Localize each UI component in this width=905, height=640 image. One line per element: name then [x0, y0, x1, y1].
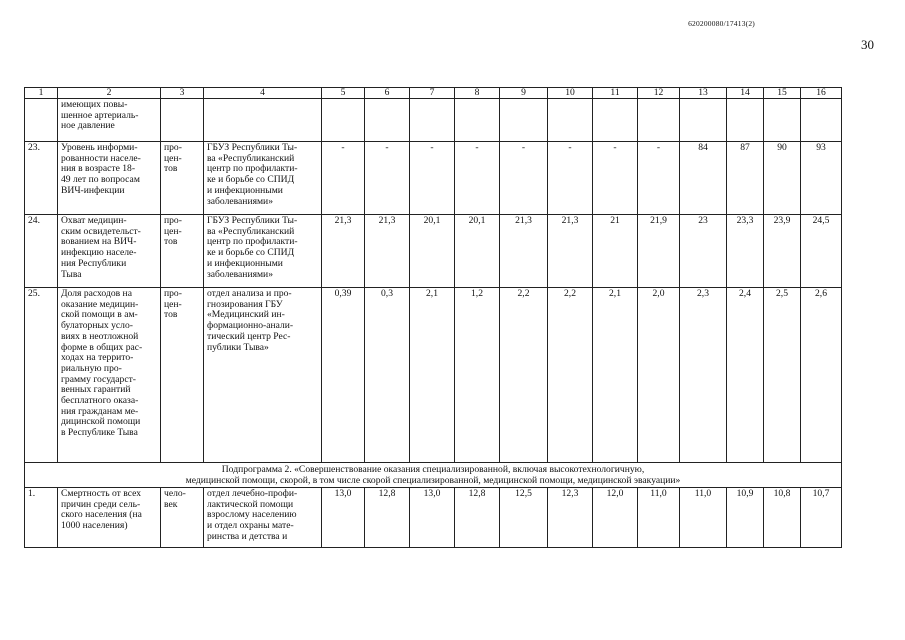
responsible-cell: ГБУЗ Республики Ты- ва «Республиканский центр по профилакти- ке и борьбе со СПИД и инфекционными заболеваниями» [204, 215, 322, 288]
value-cell: 1,2 [455, 288, 500, 463]
value-cell: 93 [801, 142, 842, 215]
unit-cell: про- цен- тов [161, 288, 204, 463]
value-cell: 2,5 [764, 288, 801, 463]
column-number-cell: 13 [680, 88, 727, 99]
value-cell [500, 99, 548, 142]
table-row [25, 488, 842, 548]
value-cell [727, 99, 764, 142]
indicator-name-cell: имеющих повы- шенное артериаль- ное давление [58, 99, 161, 142]
unit-cell: чело- век [161, 488, 204, 548]
row-number-cell: 25. [25, 288, 58, 463]
row-number-cell: 24. [25, 215, 58, 288]
table-row [25, 99, 842, 142]
responsible-cell: отдел анализа и про- гнозирования ГБУ «Медицинский ин- формационно-анали- тический центр Рес- публики Тыва» [204, 288, 322, 463]
column-number-cell: 15 [764, 88, 801, 99]
table-row [25, 288, 842, 463]
value-cell: 13,0 [410, 488, 455, 548]
row-number-cell: 1. [25, 488, 58, 548]
value-cell: 21,3 [365, 215, 410, 288]
value-cell: 10,9 [727, 488, 764, 548]
value-cell: 20,1 [455, 215, 500, 288]
value-cell: 21,9 [638, 215, 680, 288]
subprogram-title: Подпрограмма 2. «Совершенствование оказания специализированной, включая высокотехнологичную, медицинской помощи, скорой, в том числе скорой специализированной, медицинской помощи, медицинской эвакуации» [25, 463, 842, 488]
value-cell: 2,6 [801, 288, 842, 463]
value-cell: 21,3 [500, 215, 548, 288]
value-cell [365, 99, 410, 142]
value-cell: - [365, 142, 410, 215]
value-cell: - [455, 142, 500, 215]
value-cell: 0,39 [322, 288, 365, 463]
value-cell: 12,3 [548, 488, 593, 548]
value-cell: 21,3 [548, 215, 593, 288]
value-cell: 11,0 [638, 488, 680, 548]
value-cell: 2,4 [727, 288, 764, 463]
value-cell: 23 [680, 215, 727, 288]
table-row [25, 142, 842, 215]
value-cell: 2,0 [638, 288, 680, 463]
value-cell: 2,2 [548, 288, 593, 463]
table-row [25, 215, 842, 288]
value-cell: 2,2 [500, 288, 548, 463]
value-cell [764, 99, 801, 142]
value-cell: 21,3 [322, 215, 365, 288]
value-cell: - [410, 142, 455, 215]
value-cell: 87 [727, 142, 764, 215]
column-number-cell: 7 [410, 88, 455, 99]
value-cell: 24,5 [801, 215, 842, 288]
responsible-cell [204, 99, 322, 142]
column-number-cell: 1 [25, 88, 58, 99]
value-cell [680, 99, 727, 142]
column-number-cell: 11 [593, 88, 638, 99]
value-cell: - [500, 142, 548, 215]
value-cell: 13,0 [322, 488, 365, 548]
value-cell: - [548, 142, 593, 215]
unit-cell [161, 99, 204, 142]
unit-cell: про- цен- тов [161, 142, 204, 215]
column-number-cell: 10 [548, 88, 593, 99]
value-cell: 23,3 [727, 215, 764, 288]
value-cell: 10,8 [764, 488, 801, 548]
responsible-cell: ГБУЗ Республики Ты- ва «Республиканский центр по профилакти- ке и борьбе со СПИД и инфекционными заболеваниями» [204, 142, 322, 215]
table-header-row [25, 88, 842, 99]
value-cell: - [322, 142, 365, 215]
value-cell: 10,7 [801, 488, 842, 548]
indicator-name-cell: Доля расходов на оказание медицин- ской помощи в ам- булаторных усло- виях в неотложной форме в общих рас- ходах на террито- риальную про- грамму государст- венных гарантий бесплатного оказа- ния гражданам ме- дицинской помощи в Республике Тыва [58, 288, 161, 463]
indicator-name-cell: Уровень информи- рованности населе- ния в возрасте 18- 49 лет по вопросам ВИЧ-инфекции [58, 142, 161, 215]
value-cell [410, 99, 455, 142]
indicator-name-cell: Смертность от всех причин среди сель- ского населения (на 1000 населения) [58, 488, 161, 548]
responsible-cell: отдел лечебно-профи- лактической помощи взрослому населению и отдел охраны мате- ринства и детства и [204, 488, 322, 548]
value-cell: 2,3 [680, 288, 727, 463]
column-number-cell: 16 [801, 88, 842, 99]
subprogram-row [25, 463, 842, 488]
value-cell: 2,1 [410, 288, 455, 463]
document-id: 620200080/17413(2) [688, 19, 755, 28]
column-number-cell: 6 [365, 88, 410, 99]
value-cell [801, 99, 842, 142]
value-cell [593, 99, 638, 142]
value-cell: 12,8 [455, 488, 500, 548]
value-cell [455, 99, 500, 142]
value-cell: 0,3 [365, 288, 410, 463]
value-cell: 12,5 [500, 488, 548, 548]
row-number-cell: 23. [25, 142, 58, 215]
column-number-cell: 8 [455, 88, 500, 99]
column-number-cell: 3 [161, 88, 204, 99]
value-cell: 11,0 [680, 488, 727, 548]
column-number-cell: 12 [638, 88, 680, 99]
column-number-cell: 5 [322, 88, 365, 99]
page-number: 30 [861, 37, 874, 52]
value-cell: 23,9 [764, 215, 801, 288]
value-cell [548, 99, 593, 142]
value-cell: 90 [764, 142, 801, 215]
value-cell: 12,0 [593, 488, 638, 548]
value-cell: 21 [593, 215, 638, 288]
value-cell: 2,1 [593, 288, 638, 463]
unit-cell: про- цен- тов [161, 215, 204, 288]
row-number-cell [25, 99, 58, 142]
column-number-cell: 2 [58, 88, 161, 99]
value-cell [322, 99, 365, 142]
value-cell: - [638, 142, 680, 215]
indicator-name-cell: Охват медицин- ским освидетельст- вованием на ВИЧ- инфекцию населе- ния Республики Тыва [58, 215, 161, 288]
indicators-table [24, 87, 842, 548]
column-number-cell: 4 [204, 88, 322, 99]
value-cell: 84 [680, 142, 727, 215]
value-cell: 12,8 [365, 488, 410, 548]
value-cell: 20,1 [410, 215, 455, 288]
column-number-cell: 9 [500, 88, 548, 99]
column-number-cell: 14 [727, 88, 764, 99]
value-cell: - [593, 142, 638, 215]
value-cell [638, 99, 680, 142]
